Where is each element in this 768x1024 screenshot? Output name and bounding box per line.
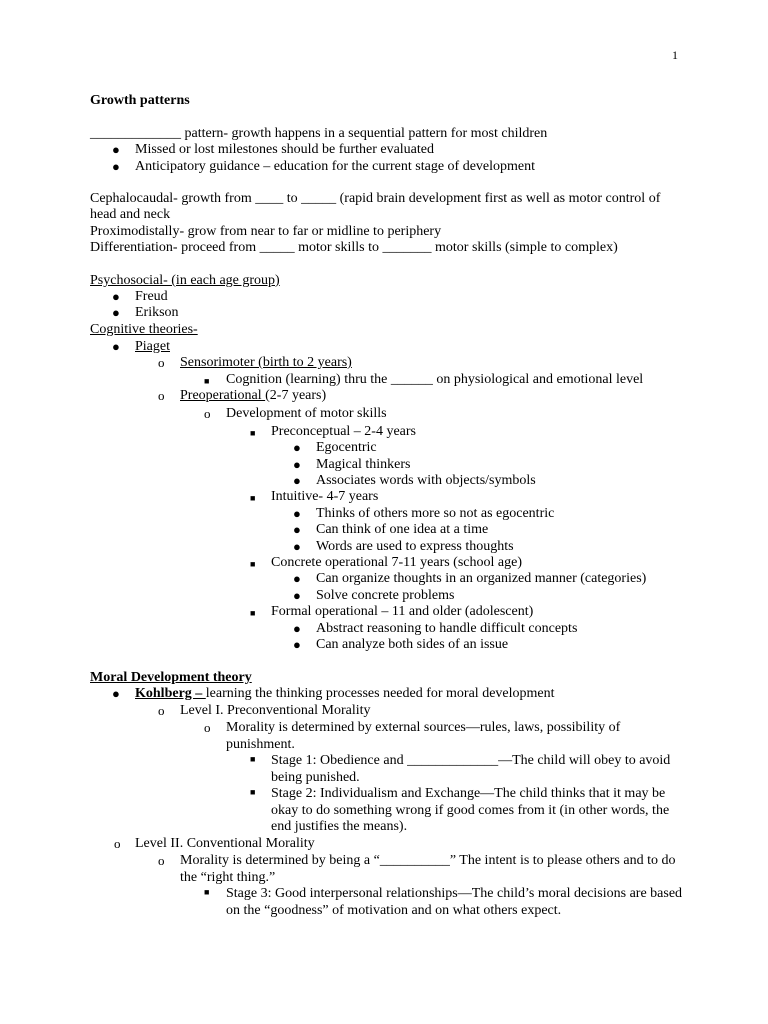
list-item: o Level II. Conventional Morality [114,836,315,851]
list-item: ● Can analyze both sides of an issue [293,637,509,652]
list-item [0,886,682,919]
bullet-icon: ● [112,305,120,320]
square-bullet-icon: ■ [250,493,256,503]
circle-bullet-icon: o [204,406,211,421]
square-bullet-icon: ■ [250,428,256,438]
text-line: on the “goodness” of motivation and on what others expect. [226,902,562,918]
bullet-icon: ● [112,686,120,701]
text-line: Morality is determined by external sources—rules, laws, possibility of [226,720,621,735]
proximodistally-line: Proximodistally- grow from near to far or midline to periphery [90,224,442,239]
square-bullet-icon: ■ [204,376,210,386]
text-line: Stage 3: Good interpersonal relationships—The child’s moral decisions are based [226,886,683,901]
square-bullet-icon: ■ [250,787,256,797]
text-line: end justifies the means). [271,819,408,834]
list-item: ● Egocentric [293,440,377,455]
list-item: o Development of motor skills [204,406,387,421]
text-line: punishment. [226,736,295,752]
list-item [0,753,670,786]
list-item: ● Missed or lost milestones should be further evaluated [112,142,434,157]
list-item: ● Erikson [112,305,179,320]
list-item: o Preoperational (2-7 years) [158,388,327,403]
circle-bullet-icon: o [204,720,211,735]
cognitive-heading: Cognitive theories- [90,322,198,337]
list-item [0,786,669,836]
growth-pattern-line: _____________ pattern- growth happens in a sequential pattern for most children [90,126,548,141]
list-item: ● Associates words with objects/symbols [293,473,536,488]
bullet-icon: ● [293,473,301,488]
circle-bullet-icon: o [114,836,121,851]
moral-heading: Moral Development theory [90,670,252,685]
list-item: o Sensorimoter (birth to 2 years) [158,355,352,370]
list-item: ● Abstract reasoning to handle difficult concepts [293,621,578,636]
bullet-icon: ● [293,440,301,455]
text-line: Morality is determined by being a “__________” The intent is to please others and to do [180,853,676,868]
text-line: Stage 2: Individualism and Exchange—The child thinks that it may be [271,786,666,801]
bullet-icon: ● [293,522,301,537]
bullet-icon: ● [293,637,301,652]
square-bullet-icon: ■ [250,608,256,618]
cephalocaudal-line-2: head and neck [90,207,171,222]
text-line: Stage 1: Obedience and _____________—The child will obey to avoid [271,753,671,768]
list-item: ● Words are used to express thoughts [293,539,514,554]
circle-bullet-icon: o [158,703,165,718]
text-line: the “right thing.” [180,869,276,885]
bullet-icon: ● [112,339,120,354]
list-item: ● Thinks of others more so not as egocentric [293,506,555,521]
list-item: ■ Intuitive- 4-7 years [0,489,768,506]
list-item: ● Freud [112,289,168,304]
square-bullet-icon: ■ [250,559,256,569]
bullet-icon: ● [293,588,301,603]
bullet-icon: ● [112,159,120,174]
circle-bullet-icon: o [158,388,165,403]
list-item [0,853,675,886]
growth-heading: Growth patterns [90,93,190,108]
list-item: o Level I. Preconventional Morality [158,703,371,718]
bullet-icon: ● [293,621,301,636]
cephalocaudal-line-1: Cephalocaudal- growth from ____ to _____ (rapid brain development first as well as motor control of [90,191,661,206]
list-item: ● Can organize thoughts in an organized manner (categories) [293,571,647,586]
list-item: ■ Cognition (learning) thru the ______ on physiological and emotional level [0,372,768,389]
bullet-icon: ● [293,571,301,586]
circle-bullet-icon: o [158,355,165,370]
list-item: ● Piaget [112,339,170,354]
square-bullet-icon: ■ [204,887,210,897]
bullet-icon: ● [293,506,301,521]
text-line: okay to do something wrong if good comes from it (in other words, the [271,802,670,818]
list-item: ● Can think of one idea at a time [293,522,489,537]
bullet-icon: ● [293,457,301,472]
list-item: ■ Concrete operational 7-11 years (school age) [0,555,768,572]
bullet-icon: ● [293,539,301,554]
page-number: 1 [672,48,678,62]
psychosocial-heading: Psychosocial- (in each age group) [90,273,280,288]
square-bullet-icon: ■ [250,754,256,764]
list-item: ● Anticipatory guidance – education for the current stage of development [112,159,536,174]
list-item: ■ Preconceptual – 2-4 years [0,424,768,441]
list-item: ■ Formal operational – 11 and older (adolescent) [0,604,768,621]
list-item: ● Magical thinkers [293,457,411,472]
bullet-icon: ● [112,142,120,157]
differentiation-line: Differentiation- proceed from _____ motor skills to _______ motor skills (simple to complex) [90,240,618,255]
bullet-icon: ● [112,289,120,304]
list-item [0,720,620,753]
list-item: ● Kohlberg – learning the thinking processes needed for moral development [112,686,555,701]
circle-bullet-icon: o [158,853,165,868]
list-item: ● Solve concrete problems [293,588,455,603]
text-line: being punished. [271,769,360,785]
